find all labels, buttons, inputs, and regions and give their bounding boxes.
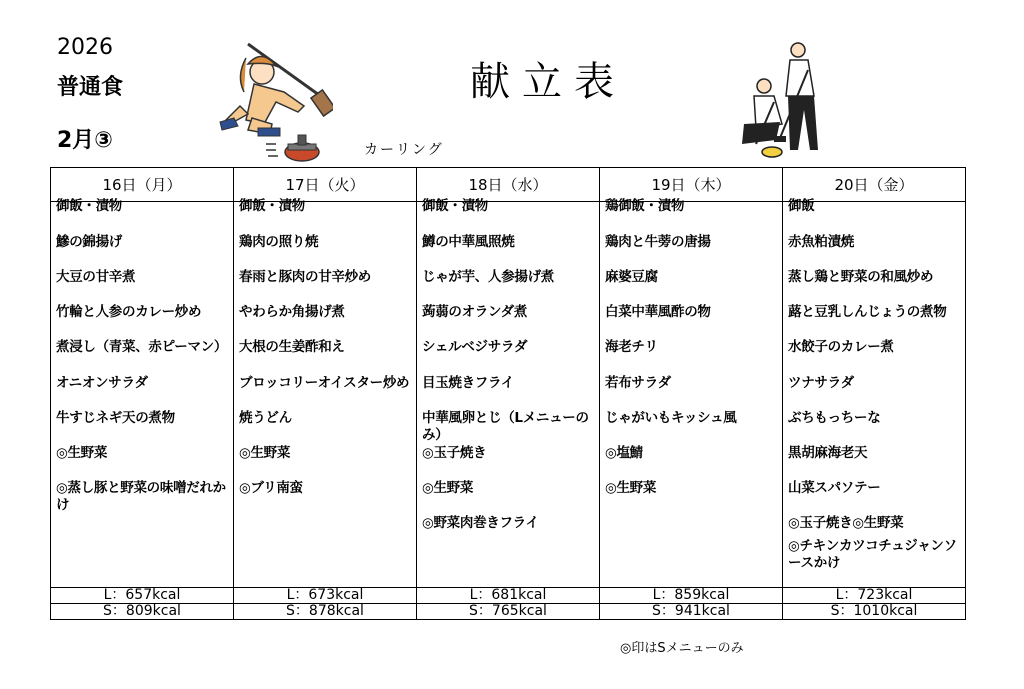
menu-item: じゃが芋、人参揚げ煮: [422, 269, 554, 285]
page-title: 献立表: [470, 59, 626, 105]
menu-item: 鶏肉と牛蒡の唐揚: [605, 234, 711, 250]
day-header-row: [51, 168, 966, 202]
menu-item: ◎生野菜: [239, 445, 291, 461]
kcal-l-value: L：681kcal: [417, 588, 600, 604]
menu-item: 海老チリ: [605, 339, 658, 355]
menu-item: 鱒の中華風照焼: [422, 234, 515, 250]
menu-item: 鶏御飯・漬物: [605, 198, 685, 214]
theme-label: カーリング: [364, 142, 444, 158]
menu-item: 蒸し鶏と野菜の和風炒め: [788, 269, 934, 285]
kcal-l-value: L：673kcal: [234, 588, 417, 604]
menu-item: 御飯・漬物: [56, 198, 122, 214]
kcal-l-value: L：859kcal: [600, 588, 783, 604]
menu-item: 牛すじネギ天の煮物: [56, 410, 175, 426]
month-week-label: 2月③: [57, 128, 113, 153]
menu-item: 御飯・漬物: [422, 198, 488, 214]
menu-item: ◎蒸し豚と野菜の味噌だれかけ: [56, 480, 226, 513]
menu-item: 春雨と豚肉の甘辛炒め: [239, 269, 371, 285]
day-header: 20日（金）: [783, 168, 966, 202]
curler-girl-illustration: [218, 40, 333, 165]
diet-type-label: 普通食: [57, 75, 124, 100]
menu-item: 黒胡麻海老天: [788, 445, 868, 461]
kcal-s-value: S：878kcal: [234, 604, 417, 620]
menu-item: 赤魚粕漬焼: [788, 234, 854, 250]
menu-item: ◎玉子焼き◎生野菜: [788, 515, 904, 531]
menu-item: やわらか角揚げ煮: [239, 304, 345, 320]
menu-item: 白菜中華風酢の物: [605, 304, 711, 320]
menu-item: ◎生野菜: [56, 445, 108, 461]
menu-item: ◎塩鯖: [605, 445, 643, 461]
menu-items-row: [51, 202, 966, 588]
menu-item: ◎生野菜: [422, 480, 474, 496]
kcal-l-value: L：657kcal: [51, 588, 234, 604]
menu-item: 焼うどん: [239, 410, 292, 426]
menu-item: 麻婆豆腐: [605, 269, 658, 285]
menu-item: 鰺の錦揚げ: [56, 234, 122, 250]
footnote: ◎印はSメニューのみ: [620, 641, 744, 656]
menu-item: 大根の生姜酢和え: [239, 339, 345, 355]
kcal-s-value: S：809kcal: [51, 604, 234, 620]
menu-table: [50, 167, 966, 620]
menu-item: ◎ブリ南蛮: [239, 480, 303, 496]
menu-item: ◎チキンカツコチュジャンソースかけ: [788, 538, 957, 571]
menu-item: シェルベジサラダ: [422, 339, 528, 355]
kcal-s-value: S：765kcal: [417, 604, 600, 620]
menu-item: 若布サラダ: [605, 375, 671, 391]
day-header: 16日（月）: [51, 168, 234, 202]
menu-item: 水餃子のカレー煮: [788, 339, 894, 355]
menu-item: 中華風卵とじ（Lメニューのみ）: [422, 410, 589, 443]
menu-item: ◎野菜肉巻きフライ: [422, 515, 539, 531]
menu-item: 蕗と豆乳しんじょうの煮物: [788, 304, 947, 320]
day-header: 19日（木）: [600, 168, 783, 202]
male-curlers-illustration: [736, 40, 836, 162]
menu-item: ◎玉子焼き: [422, 445, 487, 461]
menu-item: 竹輪と人参のカレー炒め: [56, 304, 202, 320]
kcal-l-row: [51, 588, 966, 604]
menu-item: 蒟蒻のオランダ煮: [422, 304, 528, 320]
menu-item: ぶちもっちーな: [788, 410, 881, 426]
menu-item: 大豆の甘辛煮: [56, 269, 136, 285]
day-menu-cell: [417, 198, 600, 588]
day-header: 17日（火）: [234, 168, 417, 202]
day-menu-cell: [234, 198, 417, 588]
menu-item: 鶏肉の照り焼: [239, 234, 319, 250]
menu-item: じゃがいもキッシュ風: [605, 410, 737, 426]
menu-item: 目玉焼きフライ: [422, 375, 514, 391]
menu-item: ツナサラダ: [788, 375, 854, 391]
kcal-s-value: S：941kcal: [600, 604, 783, 620]
menu-item: オニオンサラダ: [56, 375, 148, 391]
menu-item: 煮浸し（青菜、赤ピーマン）: [56, 339, 228, 355]
day-menu-cell: [783, 198, 966, 588]
kcal-l-value: L：723kcal: [783, 588, 966, 604]
day-menu-cell: [51, 198, 234, 588]
menu-item: 山菜スパソテー: [788, 480, 881, 496]
menu-item: 御飯: [788, 198, 815, 214]
day-menu-cell: [600, 198, 783, 588]
year-label: 2026: [57, 35, 113, 60]
kcal-s-value: S：1010kcal: [783, 604, 966, 620]
day-header: 18日（水）: [417, 168, 600, 202]
menu-item: ブロッコリーオイスター炒め: [239, 375, 410, 391]
menu-item: ◎生野菜: [605, 480, 657, 496]
kcal-s-row: [51, 604, 966, 620]
menu-item: 御飯・漬物: [239, 198, 305, 214]
